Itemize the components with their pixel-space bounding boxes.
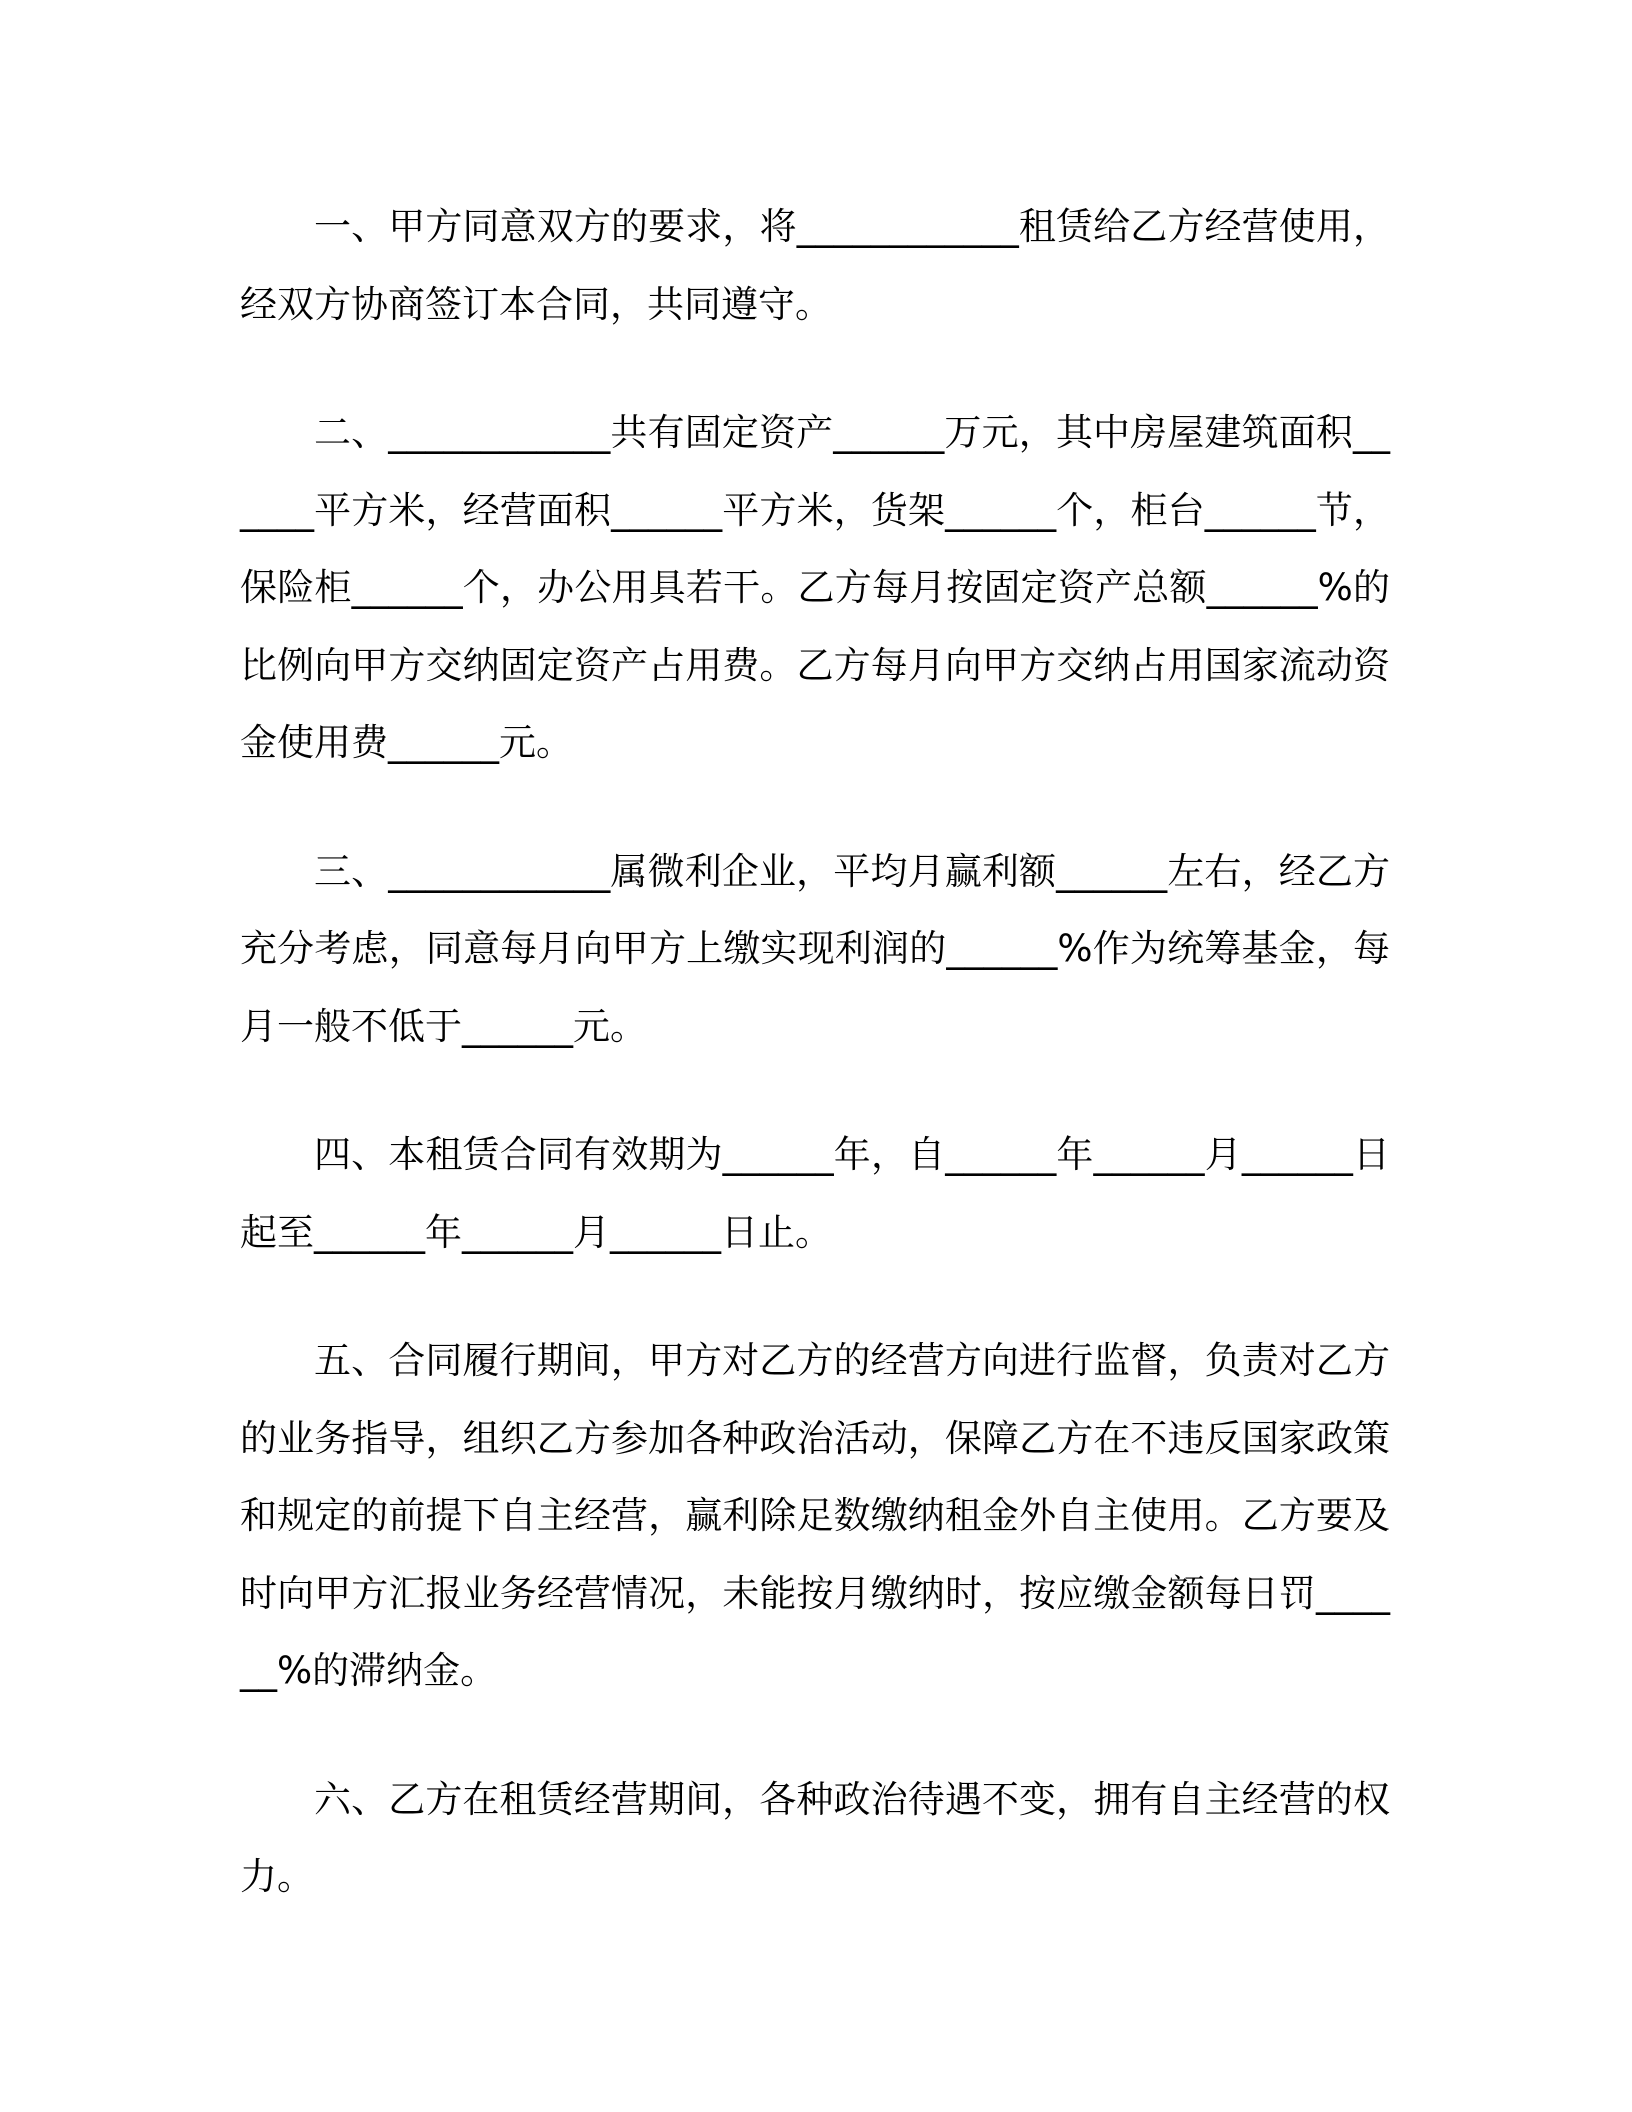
- clause-5: 五、合同履行期间，甲方对乙方的经营方向进行监督，负责对乙方的业务指导，组织乙方参加各种政治活动，保障乙方在不违反国家政策和规定的前提下自主经营，赢利除足数缴纳租金外自主使用。乙方要及时向甲方汇报业务经营情况，未能按月缴纳时，按应缴金额每日罚______%的滞纳金。: [240, 1339, 1390, 1692]
- clause-6: 六、乙方在租赁经营期间，各种政治待遇不变，拥有自主经营的权力。: [240, 1777, 1390, 1898]
- clause-2: 二、____________共有固定资产______万元，其中房屋建筑面积______平方米，经营面积______平方米，货架______个，柜台______节，保险柜______个，办公用具若干。乙方每月按固定资产总额______%的比例向甲方交纳固定资产占用费。乙方每月向甲方交纳占用国家流动资金使用费______元。: [240, 411, 1390, 764]
- clause-3: 三、____________属微利企业，平均月赢利额______左右，经乙方充分考虑，同意每月向甲方上缴实现利润的______%作为统筹基金，每月一般不低于______元。: [240, 849, 1390, 1048]
- contract-page: [240, 188, 1390, 1916]
- clause-1: 一、甲方同意双方的要求，将____________租赁给乙方经营使用，经双方协商签订本合同，共同遵守。: [240, 205, 1390, 326]
- clause-4: 四、本租赁合同有效期为______年，自______年______月______日起至______年______月______日止。: [240, 1133, 1390, 1254]
